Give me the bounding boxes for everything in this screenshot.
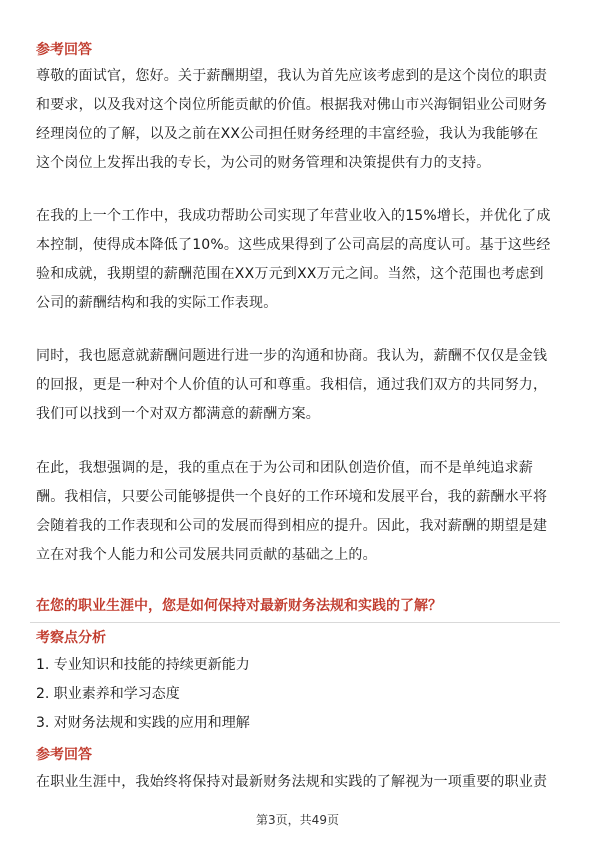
- paragraph-line: 公司的薪酬结构和我的实际工作表现。: [36, 295, 278, 311]
- paragraph-line: 的回报，更是一种对个人价值的认可和尊重。我相信，通过我们双方的共同努力，: [36, 377, 548, 393]
- paragraph-line: 和要求，以及我对这个岗位所能贡献的价值。根据我对佛山市兴海铜铝业公司财务: [36, 97, 548, 113]
- answer-paragraph-2: [36, 206, 566, 313]
- paragraph-line: 验和成就，我期望的薪酬范围在XX万元到XX万元之间。当然，这个范围也考虑到: [36, 266, 544, 282]
- analysis-heading: 考察点分析: [36, 630, 106, 646]
- reference-answer-heading: 参考回答: [36, 42, 92, 58]
- answer-paragraph-3: [36, 346, 566, 424]
- paragraph-line: 经理岗位的了解，以及之前在XX公司担任财务经理的丰富经验，我认为我能够在: [36, 126, 539, 142]
- paragraph-line: 同时，我也愿意就薪酬问题进行进一步的沟通和协商。我认为，薪酬不仅仅是金钱: [36, 348, 548, 364]
- reference-answer-heading-2: 参考回答: [36, 747, 92, 763]
- answer-paragraph-5: [36, 772, 566, 792]
- paragraph-line: 我们可以找到一个对双方都满意的薪酬方案。: [36, 406, 320, 422]
- paragraph-line: 在此，我想强调的是，我的重点在于为公司和团队创造价值，而不是单纯追求薪: [36, 460, 533, 476]
- paragraph-line: 本控制，使得成本降低了10%。这些成果得到了公司高层的高度认可。基于这些经: [36, 237, 551, 253]
- paragraph-line: 酬。我相信，只要公司能够提供一个良好的工作环境和发展平台，我的薪酬水平将: [36, 489, 548, 505]
- paragraph-line: 在我的上一个工作中，我成功帮助公司实现了年营业收入的15%增长，并优化了成: [36, 208, 551, 224]
- paragraph-line: 这个岗位上发挥出我的专长，为公司的财务管理和决策提供有力的支持。: [36, 155, 491, 171]
- answer-paragraph-4: [36, 458, 566, 565]
- analysis-item-1: 1. 专业知识和技能的持续更新能力: [36, 657, 250, 673]
- answer-paragraph-1: [36, 66, 566, 173]
- analysis-item-2: 2. 职业素养和学习态度: [36, 686, 180, 702]
- analysis-item-3: 3. 对财务法规和实践的应用和理解: [36, 715, 250, 731]
- interview-question: 在您的职业生涯中，您是如何保持对最新财务法规和实践的了解？: [36, 598, 442, 614]
- paragraph-line: 立在对我个人能力和公司发展共同贡献的基础之上的。: [36, 547, 377, 563]
- paragraph-line: 在职业生涯中，我始终将保持对最新财务法规和实践的了解视为一项重要的职业责: [36, 774, 548, 790]
- paragraph-line: 尊敬的面试官，您好。关于薪酬期望，我认为首先应该考虑到的是这个岗位的职责: [36, 68, 548, 84]
- page-number: 第3页，共49页: [256, 813, 339, 827]
- interview-question-block: [30, 592, 560, 623]
- paragraph-line: 会随着我的工作表现和公司的发展而得到相应的提升。因此，我对薪酬的期望是建: [36, 518, 548, 534]
